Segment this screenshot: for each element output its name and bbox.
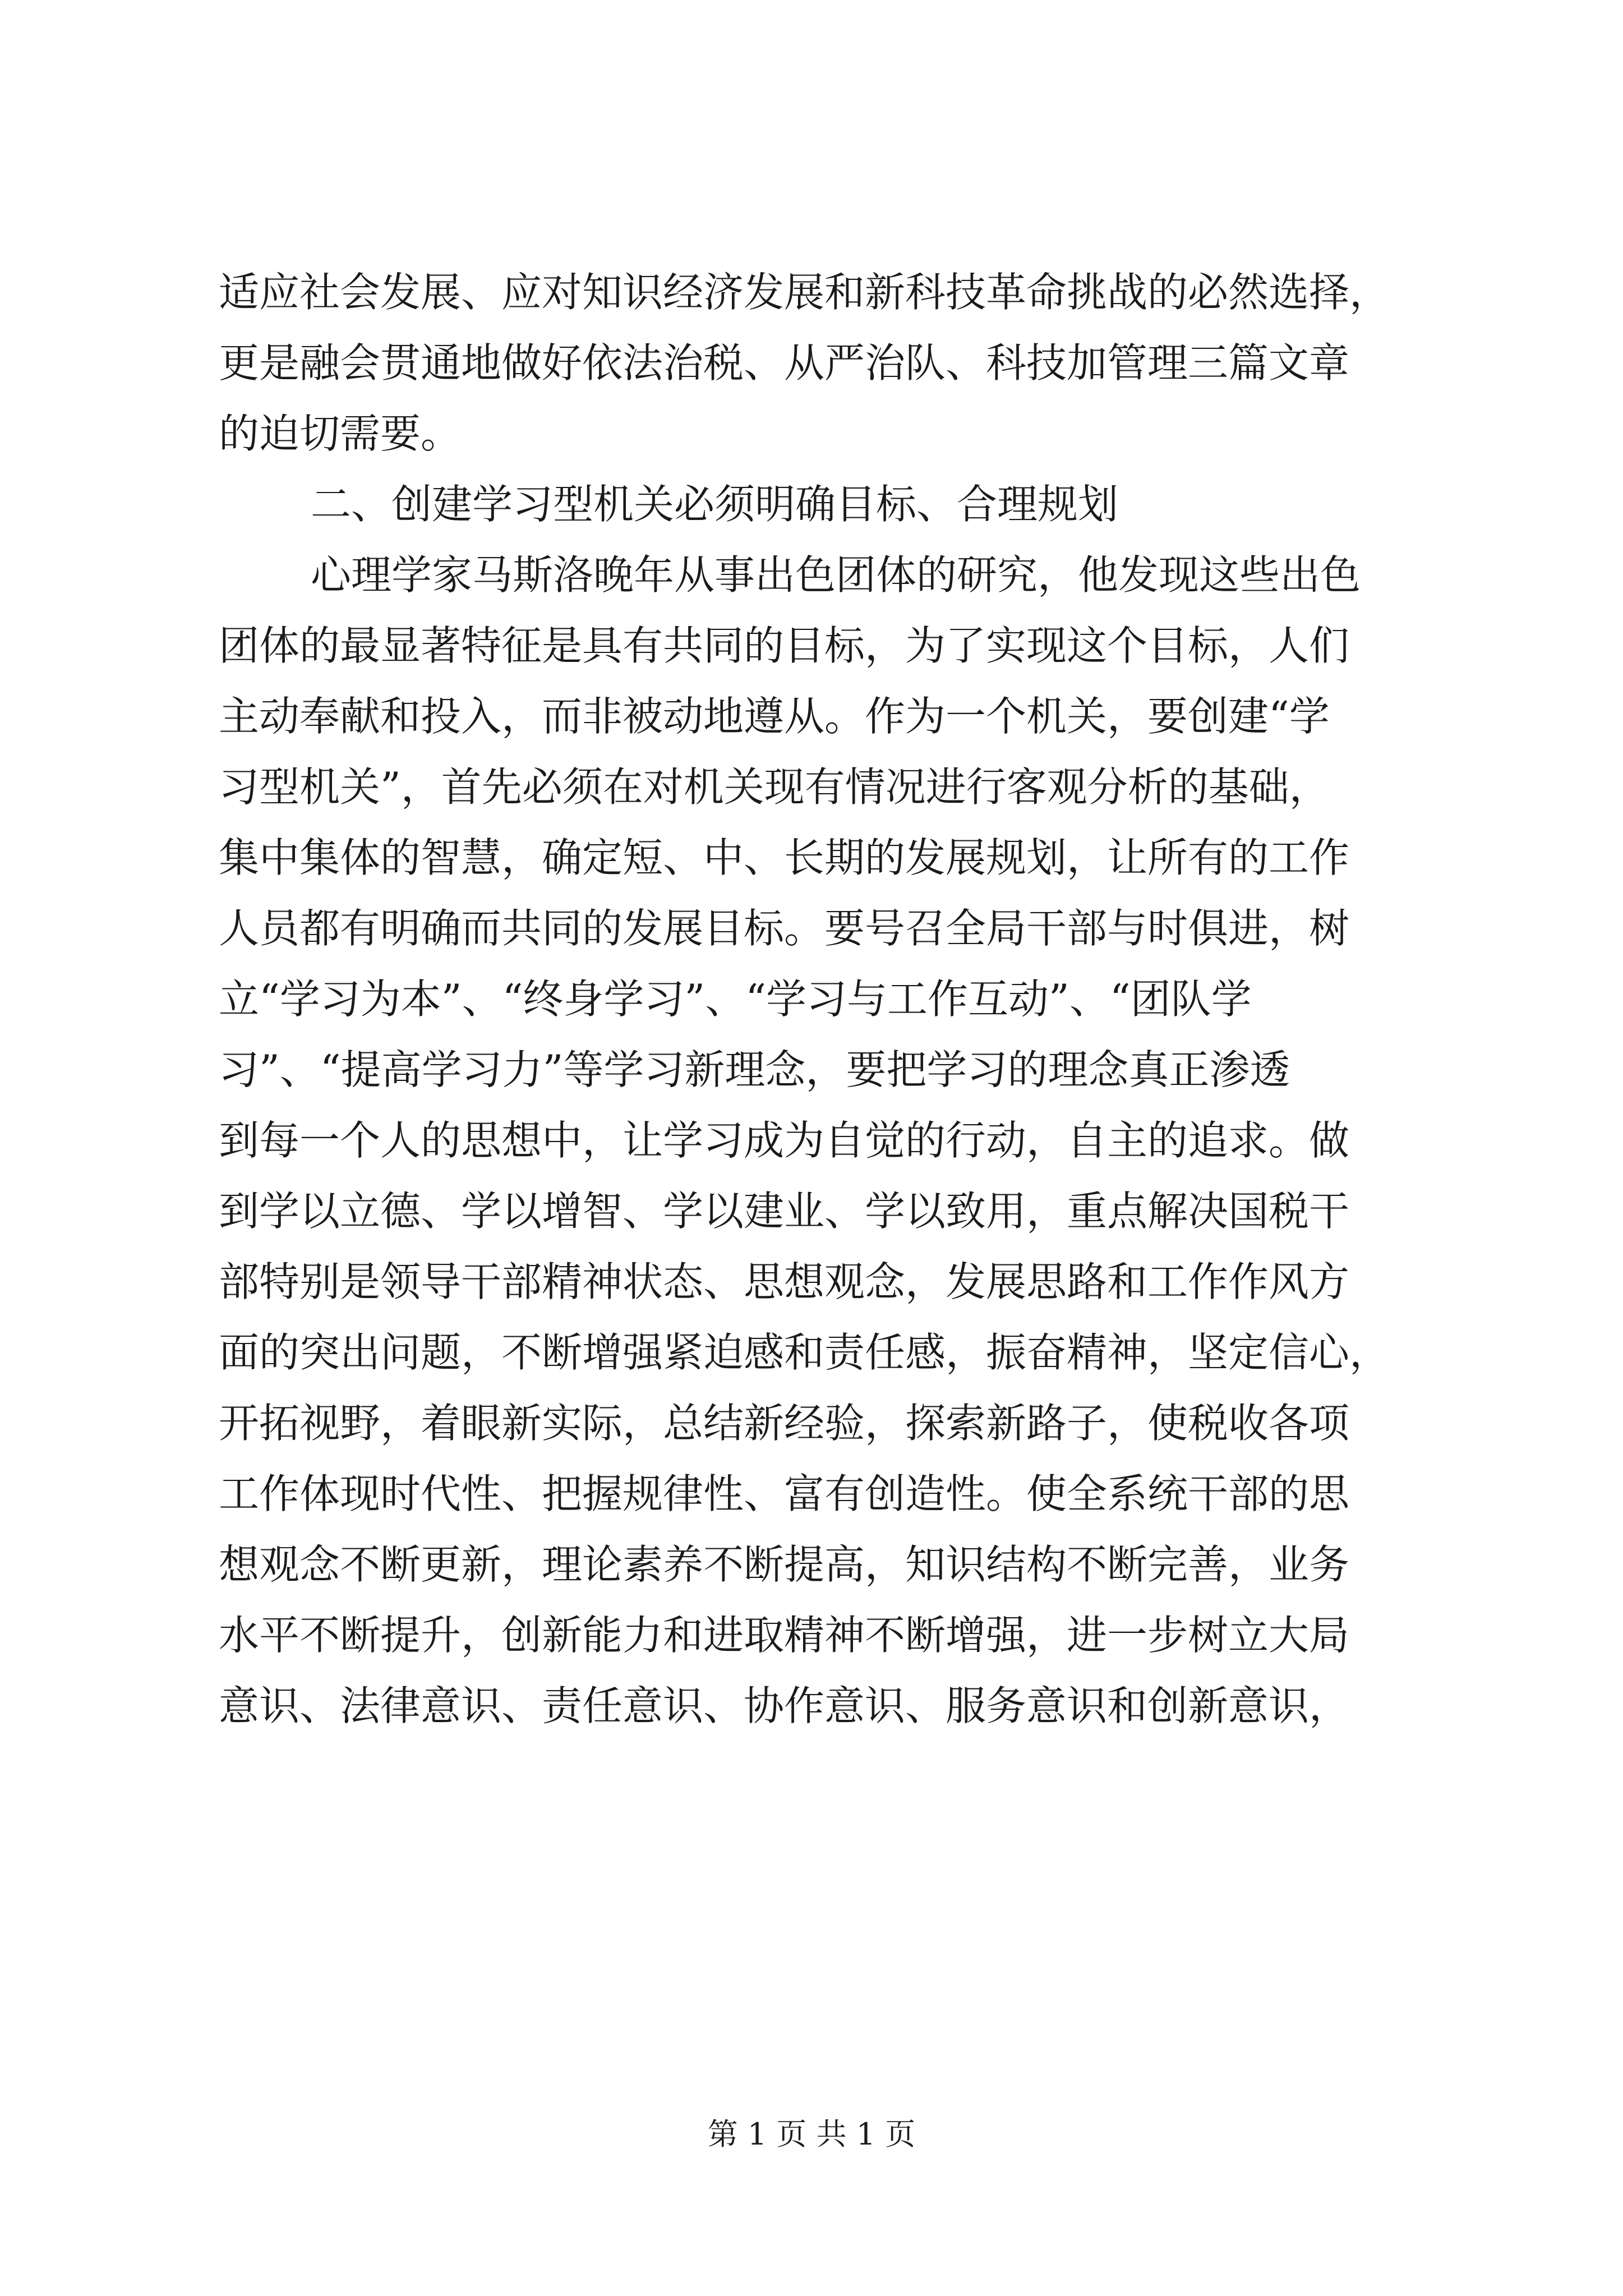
text-line: 习”、“提高学习力”等学习新理念，要把学习的理念真正渗透 [219, 1046, 1290, 1093]
text-line: 水平不断提升，创新能力和进取精神不断增强，进一步树立大局 [219, 1612, 1350, 1659]
text-line: 意识、法律意识、责任意识、协作意识、服务意识和创新意识， [219, 1682, 1350, 1729]
text-line: 人员都有明确而共同的发展目标。要号召全局干部与时俱进，树 [219, 905, 1350, 952]
text-line: 更是融会贯通地做好依法治税、从严治队、科技加管理三篇文章 [219, 339, 1350, 386]
text-line: 到每一个人的思想中，让学习成为自觉的行动，自主的追求。做 [219, 1117, 1350, 1164]
text-line: 部特别是领导干部精神状态、思想观念，发展思路和工作作风方 [219, 1258, 1350, 1305]
text-line: 团体的最显著特征是具有共同的目标，为了实现这个目标，人们 [219, 622, 1350, 669]
text-line: 到学以立德、学以增智、学以建业、学以致用，重点解决国税干 [219, 1188, 1350, 1235]
text-line: 工作体现时代性、把握规律性、富有创造性。使全系统干部的思 [219, 1470, 1350, 1517]
text-line: 适应社会发展、应对知识经济发展和新科技革命挑战的必然选择， [219, 269, 1390, 316]
text-line: 面的突出问题，不断增强紧迫感和责任感，振奋精神，坚定信心， [219, 1329, 1390, 1376]
section-heading: 二、创建学习型机关必须明确目标、合理规划 [311, 481, 1119, 528]
text-line: 主动奉献和投入，而非被动地遵从。作为一个机关，要创建“学 [219, 693, 1330, 740]
text-line: 的迫切需要。 [219, 410, 462, 457]
text-line: 立“学习为本”、“终身学习”、“学习与工作互动”、“团队学 [219, 976, 1252, 1023]
text-line: 心理学家马斯洛晚年从事出色团体的研究，他发现这些出色 [311, 551, 1361, 599]
text-line: 想观念不断更新，理论素养不断提高，知识结构不断完善，业务 [219, 1541, 1350, 1588]
text-line: 开拓视野，着眼新实际，总结新经验，探索新路子，使税收各项 [219, 1400, 1350, 1447]
text-line: 集中集体的智慧，确定短、中、长期的发展规划，让所有的工作 [219, 834, 1350, 881]
page-footer: 第 1 页 共 1 页 [707, 2116, 916, 2152]
text-line: 习型机关”，首先必须在对机关现有情况进行客观分析的基础， [219, 763, 1330, 811]
document-body [219, 257, 1419, 1741]
